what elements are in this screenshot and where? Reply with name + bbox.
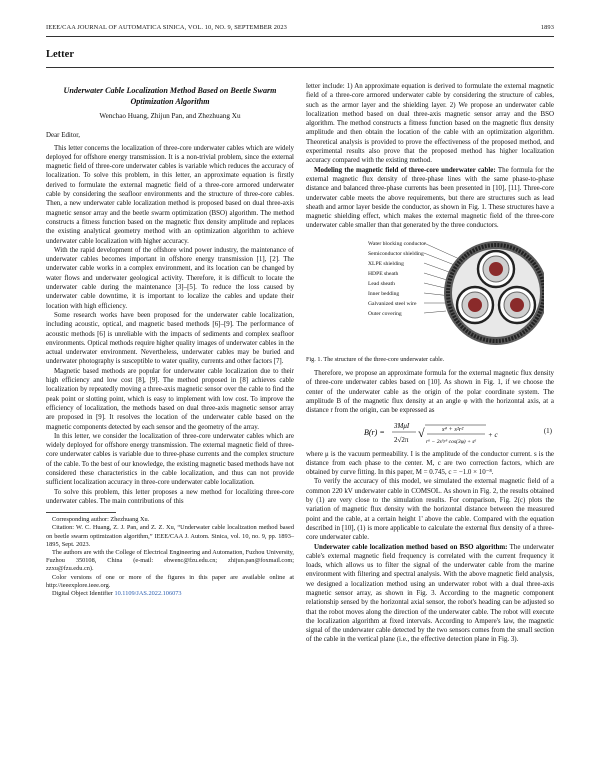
paragraph: With the rapid development of the offshore wind power industry, the maintenance of underwater cables becomes important in offshore energy transmission [1], [2]. The underwater cable works in a complex environment, and its location can be changed by water flows and underwater geological activity. Therefore, it is difficult to locate the underwater cable during the maintenance [3]–[5]. To reduce the loss caused by underwater cable downtime, it is important to localize the cables and update their location with high efficiency. [46, 245, 294, 310]
footnote-affiliation: The authors are with the College of Electrical Engineering and Automation, Fuzhou University, Fuzhou 350108, China (e-mail: ehwenc@fzu.edu.cn; zhijun.pan@foxmail.com; zzxu@fzu.edu.cn). [46, 548, 294, 573]
paragraph: where μ is the vacuum permeability. I is the amplitude of the conductor current. s is the distance from each phase to the center. M, c are two correction factors, which are obtained by curve fitting. In this paper, M = 0.745, c = −1.0 × 10⁻⁸. [306, 449, 554, 477]
svg-text:2√2π: 2√2π [394, 435, 409, 444]
svg-text:s⁴ + s²r²: s⁴ + s²r² [442, 425, 464, 433]
fig-label: Outer covering [368, 311, 402, 318]
run-in-heading: Modeling the magnetic field of three-core underwater cable: [314, 165, 496, 174]
figure-caption: Fig. 1. The structure of the three-core underwater cable. [306, 355, 445, 363]
equation-1 [306, 418, 554, 448]
section-rule [46, 67, 554, 68]
core-b [457, 287, 493, 323]
svg-text:3MμI: 3MμI [394, 421, 410, 430]
paragraph: To verify the accuracy of this model, we simulated the external magnetic field of a common 220 kV underwater cable in COMSOL. As shown in Fig. 2, the results obtained by (1) are very close to the simulation results. For comparison, Fig. 2(c) plots the variation of magnetic flux density with the horizontal distance between the measured point and the cable, at a certain height 1' above the cable. Compared with the equation described in [10], (1) is more applicable to calculate the external flux density of a three-core underwater cable. [306, 477, 554, 542]
equation-graphic [364, 418, 504, 448]
article-title: Underwater Cable Localization Method Based on Beetle Swarm Optimization Algorithm [63, 86, 277, 106]
article-authors: Wenchao Huang, Zhijun Pan, and Zhezhuang Xu [99, 112, 241, 120]
fig-label: HDPE sheath [368, 271, 399, 278]
equation-number: (1) [543, 426, 552, 435]
eq-lhs: B(r) = [364, 427, 385, 437]
paragraph: letter include: 1) An approximate equation is derived to formulate the external magnetic field of a three-core armored underwater cable by considering the structure of cables, such as the armor layer and the shielding layer. 2) We propose an underwater cable localization method based on dual three-axis magnetic sensor array and the BSO algorithm. The method constructs a fitness function based on the magnetic flux density amplitude and then obtain the location of the cable with an optimization algorithm. Theoretical analysis is provided to prove the effectiveness of the proposed method, and experimental results also prove that the proposed method has higher localization accuracy compared with the existing method. [306, 82, 554, 165]
svg-text:√: √ [418, 425, 425, 440]
paragraph-text: The formula for the external magnetic flux density of three-phase lines with the same phase-to-phase distance and balanced three-phase currents has been presented in [10], [11]. Three-core underwater cable meets the above requirements, but there are structures such as lead sheath and armor layer beside the conductor, as shown in Fig. 1. These structures have a magnetic shielding effect, which makes the external magnetic field of the three-core underwater cable smaller than that generated by the three conductors. [306, 165, 555, 230]
core-a [478, 251, 514, 287]
paragraph: To solve this problem, this letter proposes a new method for localizing three-core underwater cables. The main contributions of this [46, 487, 294, 505]
paragraph: This letter concerns the localization of three-core underwater cables which are widely deployed for offshore energy transmission. It is a non-trivial problem, since the external magnetic field of three-core underwater cables is variable which reduces the accuracy of localization. To solve this problem, in this letter, an approximate equation is firstly derived to formulate the external magnetic field of a three-core armored underwater cable by considering the seafloor environments and the structure of three-core cables. Then, a new underwater cable localization method is proposed based on dual three-axis magnetic sensor array and the beetle swarm optimization (BSO) algorithm. The method constructs a fitness function based on the magnetic flux density amplitude and replaces the existing analytical geometry method with an optimization algorithm to achieve underwater cable localization with higher accuracy. [46, 143, 294, 245]
paragraph: Therefore, we propose an approximate formula for the external magnetic flux density of three-core underwater cables based on [10]. As shown in Fig. 1, if we choose the center of the underwater cable as the origin of the polar coordinate system. The amplitude B of the magnetic flux density at an angle φ with the horizontal axis, at a distance r from the origin, can be expressed as [306, 369, 554, 415]
paragraph [306, 543, 554, 645]
cable-cross-section [424, 237, 544, 349]
svg-text:+ c: + c [488, 430, 498, 439]
run-in-heading: Underwater cable localization method based on BSO algorithm: [314, 542, 508, 551]
header-rule [46, 36, 554, 37]
paragraph [306, 166, 554, 231]
equation-body [364, 418, 504, 450]
figure-1 [306, 237, 554, 352]
doi-link[interactable]: 10.1109/JAS.2022.106073 [114, 590, 182, 597]
doi-label: Digital Object Identifier [52, 590, 113, 597]
fig-label: Water blocking conductor [368, 240, 426, 247]
fig-label: Semiconductor shielding [368, 250, 424, 257]
fig-label: Galvanized steel wire [368, 301, 417, 308]
paragraph: In this letter, we consider the localization of three-core underwater cables which are widely deployed for offshore energy transmission. The external magnetic field of three-core underwater cables is variable due to three-phase currents and the complex structure of the cable. To the best of our knowledge, the existing magnetic based methods have not considered these characteristics in the cable localization, and thus can not provide sufficient localization accuracy in three-core underwater cable localization. [46, 431, 294, 487]
footnote-citation: Citation: W. C. Huang, Z. J. Pan, and Z. Z. Xu, “Underwater cable localization method based on beetle swarm optimization algorithm,” IEEE/CAA J. Autom. Sinica, vol. 10, no. 9, pp. 1893–1895, Sept. 2023. [46, 524, 294, 548]
right-column [306, 82, 554, 645]
fig-label: XLPE shielding [368, 260, 404, 267]
running-header [46, 24, 554, 36]
page-number: 1893 [540, 24, 554, 31]
footnote-color-versions: Color versions of one or more of the figures in this paper are available online at http://ieeexplore.ieee.org. [46, 573, 294, 589]
fig-label: Lead sheath [368, 281, 395, 288]
journal-name: IEEE/CAA JOURNAL OF AUTOMATICA SINICA, VOL. 10, NO. 9, SEPTEMBER 2023 [46, 24, 287, 31]
salutation: Dear Editor, [46, 131, 81, 140]
fig-label: Inner bedding [368, 291, 400, 298]
core-c [499, 287, 535, 323]
paragraph-text: The underwater cable's external magnetic field frequency is correlated with the current frequency it loads, which allows us to filter the signal of the underwater cable from the marine environment with filtering and spectral analysis. With the above magnetic field analysis, we designed a localization method using an underwater robot with a dual three-axis magnetic sensor array, as shown in Fig. 3. According to the magnetic component relationship sensed by the horizontal axial sensor, the robot's heading can be adjusted so that the robot moves along the direction of the underwater cable. The robot will execute the localization algorithm at fixed intervals. According to Ampere's law, the magnetic signal of the underwater cable detected by the two sensors comes from the small section of the cable in the vertical plane (i.e., the effective detection plane in Fig. 3). [306, 542, 554, 644]
footnote-doi [46, 590, 294, 598]
section-label: Letter [46, 49, 74, 60]
footnote-rule [46, 512, 116, 513]
paragraph: Magnetic based methods are popular for underwater cable localization due to their high efficiency and low cost [8], [9]. The method proposed in [8] achieves cable localization by repeatedly moving a three-axis magnetic sensor over the cable to find the peak point or slotting point, which is easy to implement with low cost. To improve the efficiency of localization, the methods based on dual three-axis magnetic sensor array are proposed in [9]. It resolves the location of the underwater cable based on the magnetic components detected by each sensor and the geometry of the array. [46, 366, 294, 431]
footnote-corresponding: Corresponding author: Zhezhuang Xu. [52, 516, 150, 524]
paragraph: Some research works have been proposed for the underwater cable localization, including acoustic, optical, and magnetic based methods [6]–[9]. The performance of acoustic methods [6] is unreliable with the impacts of sediments and complex seafloor environments. Optical methods require higher quality images of underwater cables in the actual underwater environment. Nevertheless, underwater cables may be buried and underwater photography is susceptible to water quality, currents and other factors [7]. [46, 310, 294, 366]
svg-text:r⁶ − 2s³r³ cos(3φ) + s⁶: r⁶ − 2s³r³ cos(3φ) + s⁶ [426, 438, 477, 445]
left-column [46, 82, 294, 598]
